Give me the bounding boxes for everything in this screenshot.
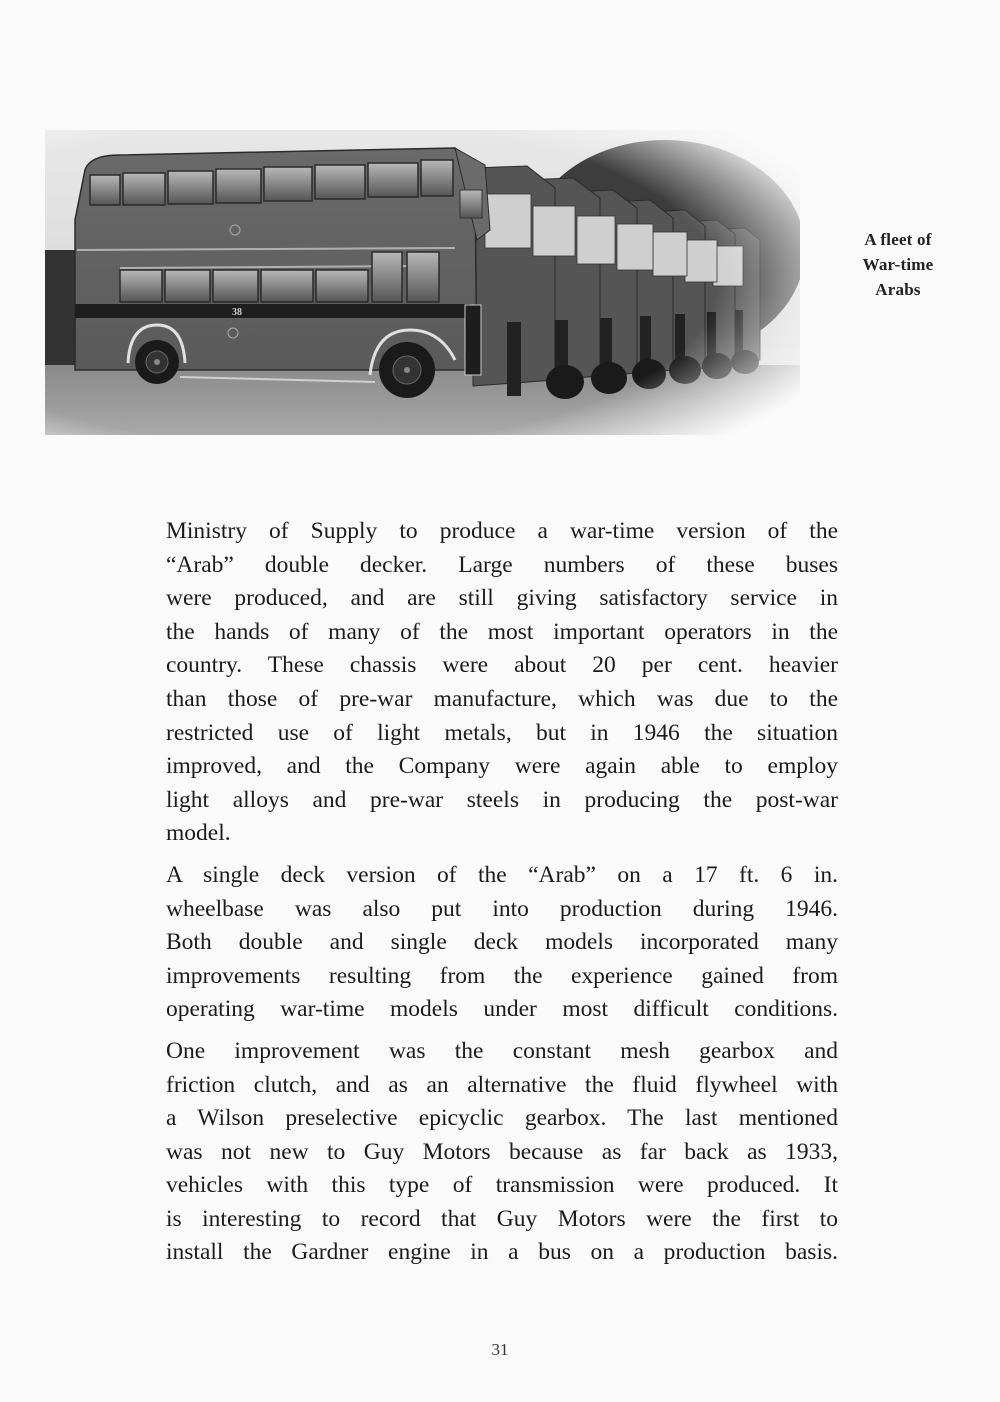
text-line: than those of pre-war manufacture, which was due to the (166, 685, 838, 712)
text-line: A single deck version of the “Arab” on a 17 ft. 6 in. (166, 861, 838, 888)
paragraph-2 (166, 859, 838, 1027)
text-line: install the Gardner engine in a bus on a production basis. (166, 1239, 838, 1266)
bus-fleet-photo (45, 130, 800, 435)
text-line: friction clutch, and as an alternative the fluid flywheel with (166, 1071, 838, 1098)
text-line: restricted use of light metals, but in 1946 the situation (166, 719, 838, 746)
caption-line: War-time (862, 255, 934, 274)
caption-line: A fleet of (864, 230, 932, 249)
text-line: “Arab” double decker. Large numbers of these buses (166, 551, 838, 578)
text-line: vehicles with this type of transmission were produced. It (166, 1172, 838, 1199)
text-line: light alloys and pre-war steels in producing the post-war (166, 786, 838, 813)
text-line: Ministry of Supply to produce a war-time version of the (166, 518, 838, 544)
vignette (45, 130, 800, 435)
paragraph-3 (166, 1035, 838, 1270)
text-line: a Wilson preselective epicyclic gearbox. The last mentioned (166, 1105, 838, 1132)
text-line: operating war-time models under most difficult conditions. (166, 996, 838, 1023)
page-number: 31 (491, 1340, 509, 1359)
text-line: One improvement was the constant mesh gearbox and (166, 1037, 838, 1064)
text-line: wheelbase was also put into production during 1946. (166, 895, 838, 922)
body-text (166, 515, 838, 1278)
text-line: improvements resulting from the experience gained from (166, 962, 838, 989)
paragraph-1 (166, 515, 838, 851)
text-line: were produced, and are still giving satisfactory service in (166, 585, 838, 612)
text-line: improved, and the Company were again able to employ (166, 753, 838, 780)
text-line: country. These chassis were about 20 per cent. heavier (166, 652, 838, 679)
bus-fleet-illustration (45, 130, 800, 435)
text-line: model. (166, 820, 231, 847)
text-line: is interesting to record that Guy Motors were the first to (166, 1205, 838, 1232)
caption-line: Arabs (875, 280, 921, 299)
text-line: Both double and single deck models incorporated many (166, 929, 838, 956)
figure-caption (838, 227, 958, 302)
text-line: the hands of many of the most important operators in the (166, 618, 838, 645)
text-line: was not new to Guy Motors because as far back as 1933, (166, 1138, 838, 1165)
